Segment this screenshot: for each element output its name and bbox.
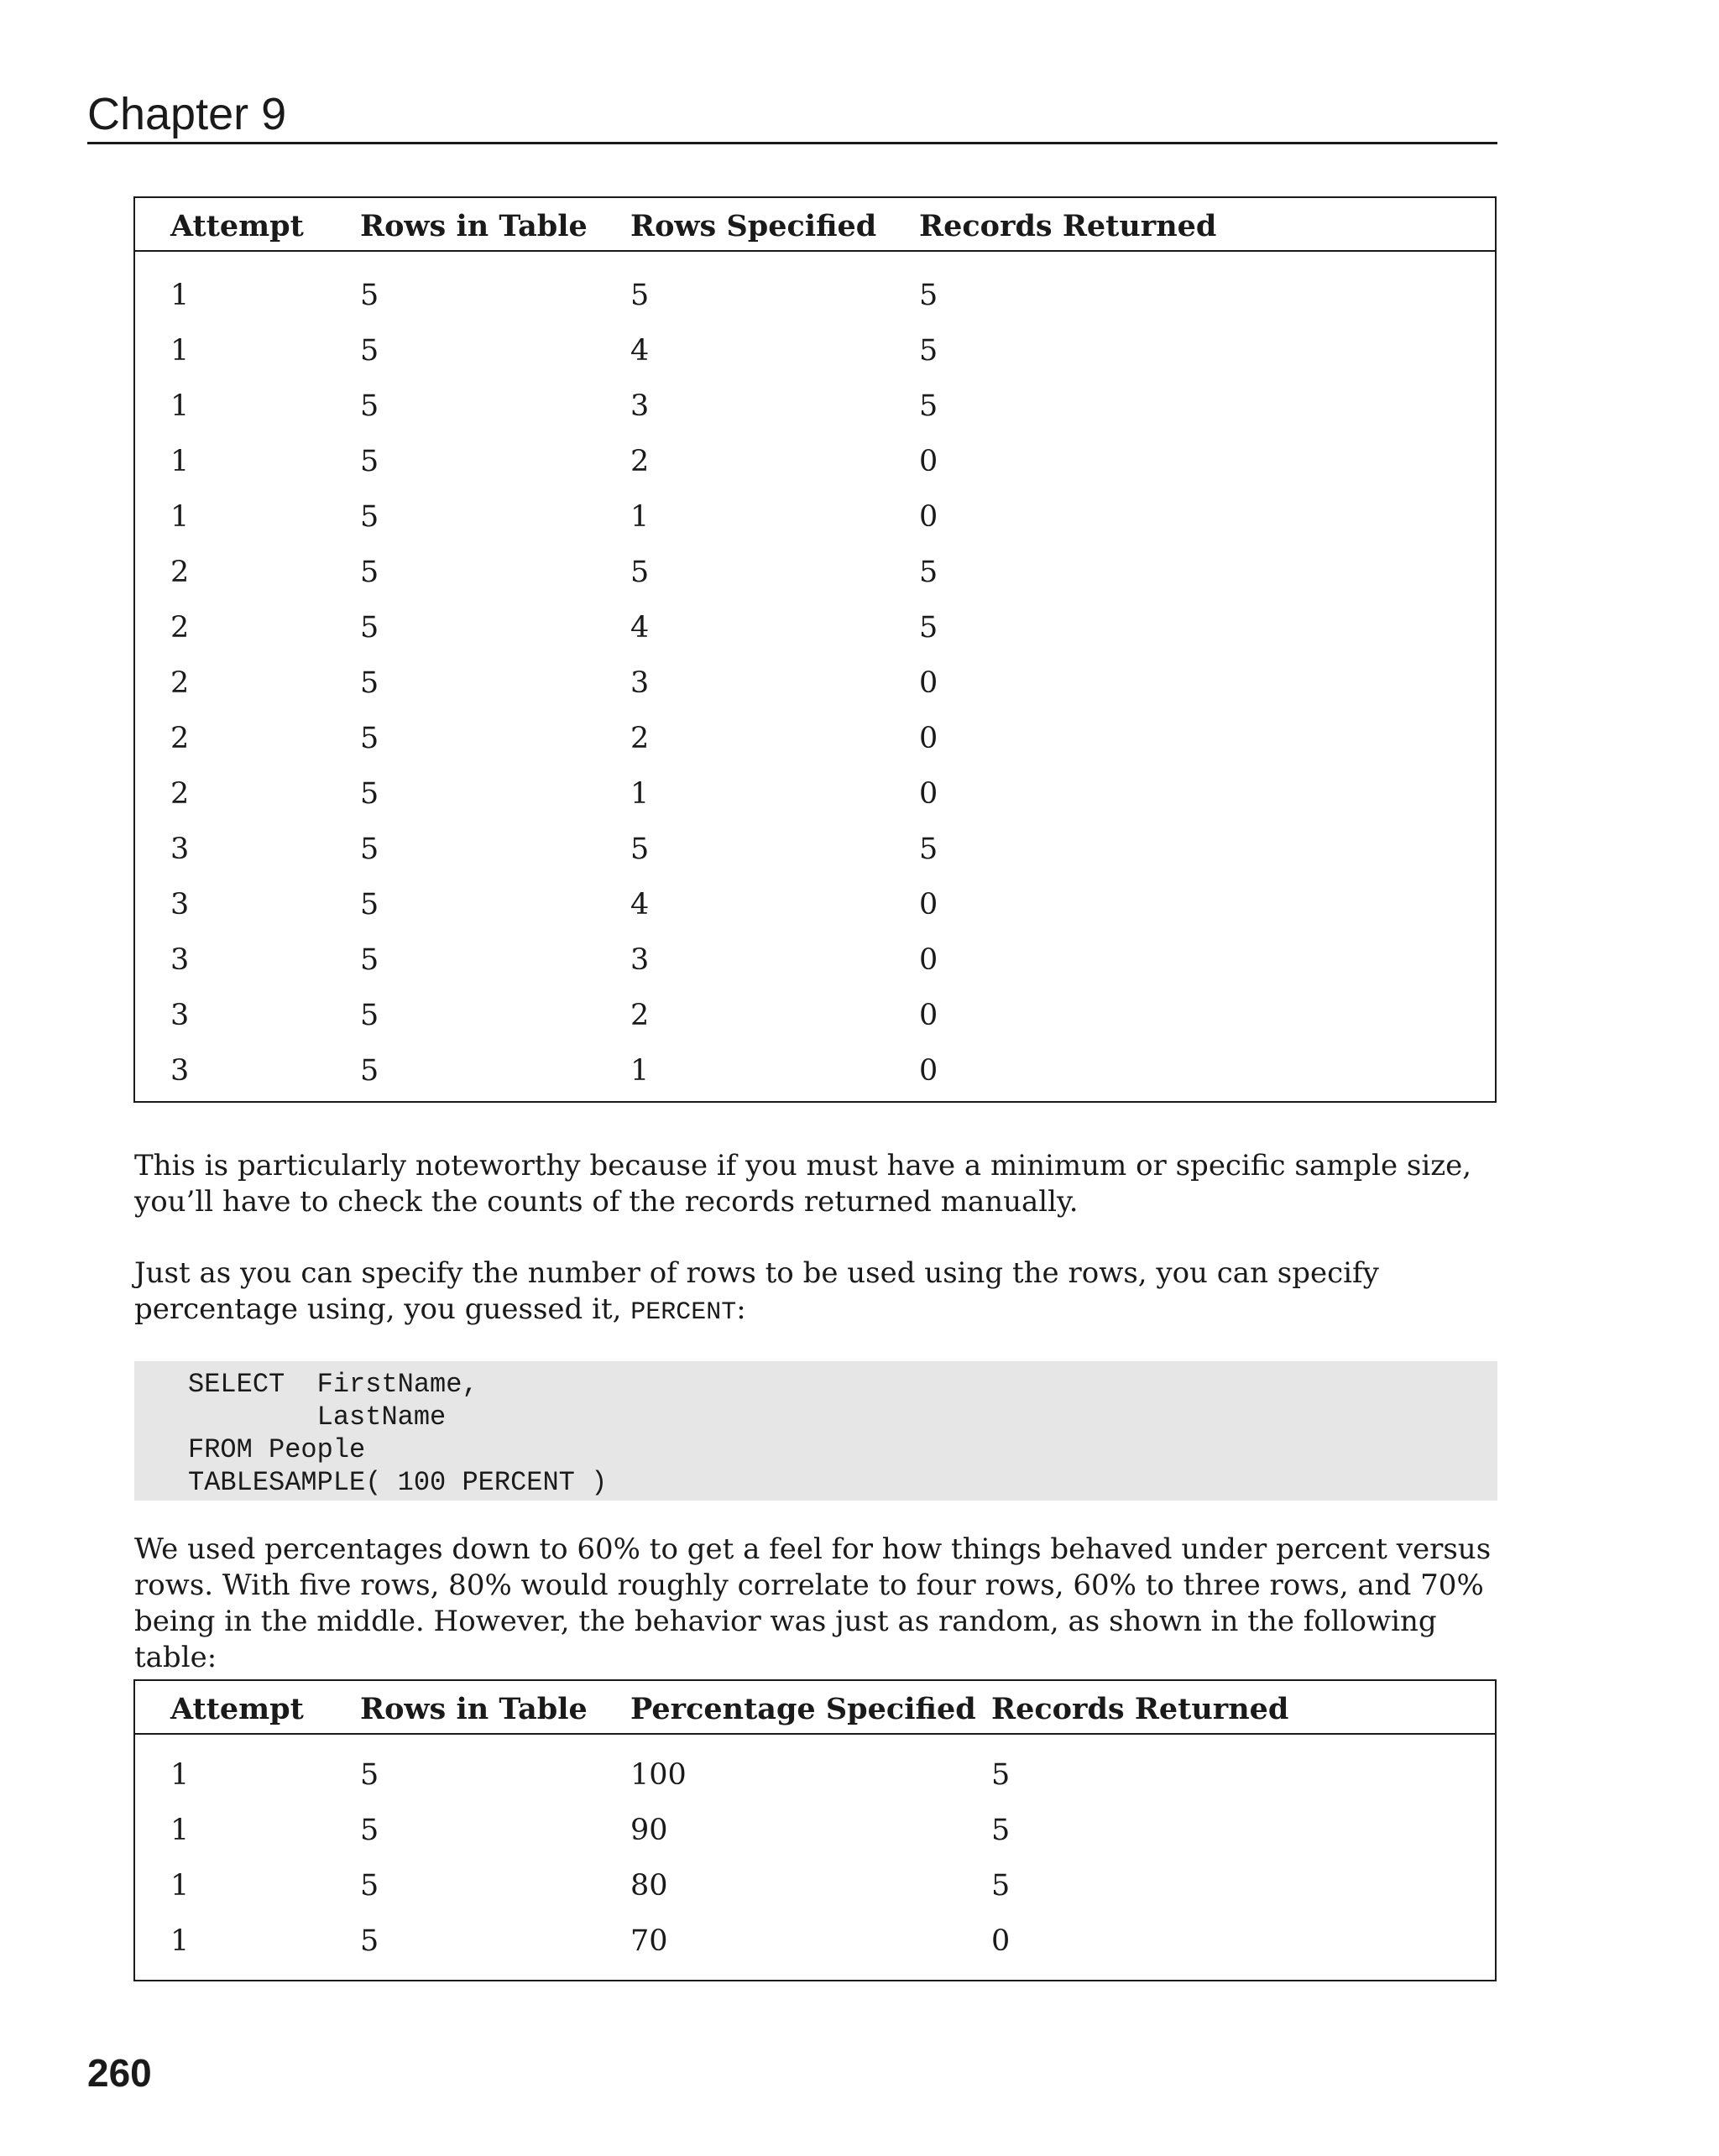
- cell-records-returned: 5: [919, 833, 938, 866]
- cell-records-returned: 5: [919, 556, 938, 589]
- cell-rows-specified: 2: [630, 722, 650, 755]
- cell-rows-in-table: 5: [360, 445, 379, 478]
- code-line: LastName: [188, 1402, 447, 1433]
- column-header-rows-in-table: Rows in Table: [360, 1692, 588, 1726]
- table-row: [135, 767, 1495, 822]
- cell-attempt: 3: [170, 999, 190, 1032]
- cell-records-returned: 0: [919, 943, 938, 977]
- paragraph-percent-intro-text: Just as you can specify the number of rows to be used using the rows, you can specify percentage using, you guessed it,: [134, 1256, 1379, 1326]
- cell-rows-in-table: 5: [360, 666, 379, 700]
- cell-rows-specified: 2: [630, 999, 650, 1032]
- cell-rows-specified: 3: [630, 666, 650, 700]
- table-row: [135, 435, 1495, 490]
- cell-rows-in-table: 5: [360, 334, 379, 368]
- table-row: [135, 933, 1495, 989]
- cell-rows-in-table: 5: [360, 611, 379, 645]
- cell-attempt: 1: [170, 1869, 190, 1903]
- cell-rows-in-table: 5: [360, 777, 379, 811]
- cell-attempt: 1: [170, 500, 190, 534]
- cell-rows-specified: 3: [630, 389, 650, 423]
- table-body: [135, 1735, 1495, 1970]
- inline-code-percent: PERCENT: [630, 1298, 737, 1327]
- cell-attempt: 1: [170, 1758, 190, 1792]
- cell-records-returned: 5: [991, 1758, 1011, 1792]
- cell-rows-in-table: 5: [360, 999, 379, 1032]
- cell-rows-in-table: 5: [360, 556, 379, 589]
- cell-records-returned: 5: [919, 611, 938, 645]
- cell-rows-specified: 2: [630, 445, 650, 478]
- cell-rows-specified: 1: [630, 500, 650, 534]
- cell-rows-in-table: 5: [360, 1924, 379, 1958]
- cell-attempt: 1: [170, 1814, 190, 1847]
- table-row: [135, 1804, 1495, 1859]
- column-header-attempt: Attempt: [170, 1692, 304, 1726]
- table-row: [135, 1914, 1495, 1970]
- paragraph-sample-size-note: This is particularly noteworthy because if you must have a minimum or specific sample size, you’ll have to check the counts of the records returned manually.: [134, 1149, 1472, 1219]
- percent-sample-table: [133, 1679, 1497, 1981]
- cell-records-returned: 5: [919, 334, 938, 368]
- cell-attempt: 1: [170, 1924, 190, 1958]
- table-row: [135, 490, 1495, 546]
- paragraph-percentage-results: We used percentages down to 60% to get a feel for how things behaved under percent versus rows. With five rows, 80% would roughly correlate to four rows, 60% to three rows, and 70% being in the middle. However, the behavior was just as random, as shown in the following table:: [134, 1532, 1492, 1674]
- cell-records-returned: 0: [919, 666, 938, 700]
- cell-attempt: 2: [170, 666, 190, 700]
- cell-percentage-specified: 80: [630, 1869, 668, 1903]
- cell-rows-specified: 1: [630, 1054, 650, 1088]
- cell-records-returned: 0: [919, 722, 938, 755]
- cell-rows-specified: 1: [630, 777, 650, 811]
- table-row: [135, 324, 1495, 379]
- cell-rows-specified: 5: [630, 279, 650, 312]
- column-header-rows-in-table: Rows in Table: [360, 209, 588, 243]
- cell-attempt: 1: [170, 334, 190, 368]
- cell-rows-in-table: 5: [360, 1869, 379, 1903]
- cell-attempt: 2: [170, 777, 190, 811]
- cell-records-returned: 0: [919, 500, 938, 534]
- column-header-percentage-specified: Percentage Specified: [630, 1692, 976, 1726]
- cell-records-returned: 0: [919, 888, 938, 921]
- column-header-attempt: Attempt: [170, 209, 304, 243]
- cell-rows-specified: 4: [630, 334, 650, 368]
- cell-records-returned: 0: [991, 1924, 1011, 1958]
- cell-attempt: 1: [170, 389, 190, 423]
- table-row: [135, 822, 1495, 878]
- table-row: [135, 1044, 1495, 1099]
- cell-rows-specified: 3: [630, 943, 650, 977]
- cell-attempt: 3: [170, 833, 190, 866]
- paragraph-percent-intro: [134, 1255, 1502, 1331]
- cell-records-returned: 0: [919, 1054, 938, 1088]
- code-line: SELECT FirstName,: [188, 1369, 478, 1400]
- page-number: 260: [87, 2051, 152, 2095]
- table-row: [135, 379, 1495, 435]
- cell-rows-in-table: 5: [360, 1814, 379, 1847]
- cell-attempt: 1: [170, 445, 190, 478]
- code-line: TABLESAMPLE( 100 PERCENT ): [188, 1467, 608, 1498]
- cell-records-returned: 5: [919, 389, 938, 423]
- cell-attempt: 3: [170, 943, 190, 977]
- table-row: [135, 601, 1495, 656]
- cell-records-returned: 0: [919, 777, 938, 811]
- paragraph-percent-intro-end: :: [736, 1292, 746, 1326]
- table-row: [135, 546, 1495, 601]
- column-header-records-returned: Records Returned: [919, 209, 1217, 243]
- code-line: FROM People: [188, 1434, 366, 1465]
- cell-rows-in-table: 5: [360, 279, 379, 312]
- column-header-records-returned: Records Returned: [991, 1692, 1289, 1726]
- cell-attempt: 2: [170, 722, 190, 755]
- cell-rows-in-table: 5: [360, 888, 379, 921]
- cell-percentage-specified: 90: [630, 1814, 668, 1847]
- table-row: [135, 989, 1495, 1044]
- cell-attempt: 3: [170, 1054, 190, 1088]
- chapter-title: Chapter 9: [87, 89, 287, 139]
- cell-percentage-specified: 100: [630, 1758, 687, 1792]
- table-body: [135, 252, 1495, 1099]
- cell-records-returned: 0: [919, 999, 938, 1032]
- table-header-row: [135, 198, 1495, 252]
- sql-code-block: [134, 1361, 1497, 1501]
- table-row: [135, 1748, 1495, 1804]
- column-header-rows-specified: Rows Specified: [630, 209, 877, 243]
- cell-rows-in-table: 5: [360, 722, 379, 755]
- cell-attempt: 2: [170, 611, 190, 645]
- cell-rows-specified: 4: [630, 611, 650, 645]
- cell-records-returned: 5: [991, 1869, 1011, 1903]
- cell-records-returned: 0: [919, 445, 938, 478]
- cell-rows-specified: 4: [630, 888, 650, 921]
- cell-rows-in-table: 5: [360, 500, 379, 534]
- cell-attempt: 2: [170, 556, 190, 589]
- cell-rows-in-table: 5: [360, 1054, 379, 1088]
- table-header-row: [135, 1681, 1495, 1735]
- cell-rows-in-table: 5: [360, 943, 379, 977]
- cell-records-returned: 5: [919, 279, 938, 312]
- table-row: [135, 712, 1495, 767]
- cell-rows-specified: 5: [630, 833, 650, 866]
- rows-sample-table: [133, 196, 1497, 1103]
- cell-attempt: 1: [170, 279, 190, 312]
- cell-rows-in-table: 5: [360, 1758, 379, 1792]
- table-row: [135, 1859, 1495, 1914]
- table-row: [135, 656, 1495, 712]
- cell-records-returned: 5: [991, 1814, 1011, 1847]
- table-row: [135, 878, 1495, 933]
- cell-attempt: 3: [170, 888, 190, 921]
- chapter-header: [87, 84, 1497, 144]
- table-row: [135, 269, 1495, 324]
- cell-rows-specified: 5: [630, 556, 650, 589]
- cell-rows-in-table: 5: [360, 389, 379, 423]
- cell-percentage-specified: 70: [630, 1924, 668, 1958]
- cell-rows-in-table: 5: [360, 833, 379, 866]
